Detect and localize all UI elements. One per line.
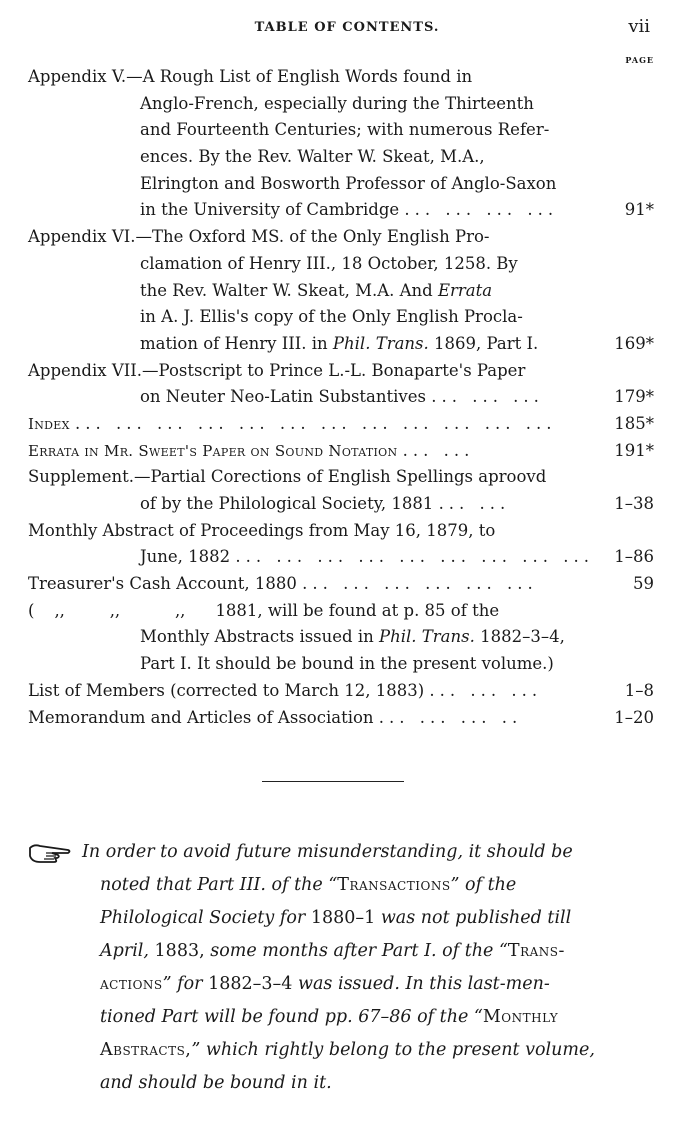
ditto-mark: ,,	[174, 600, 186, 620]
toc-text: Monthly Abstracts issued in	[140, 627, 374, 647]
toc-line	[28, 544, 654, 571]
toc-text: in the University of Cambridge	[140, 200, 400, 220]
toc-entry-supplement	[28, 464, 654, 517]
toc-text: Appendix VI.—The Oxford MS. of the Only English Pro-	[28, 227, 490, 247]
note-text: and should be bound in it.	[100, 1073, 332, 1093]
toc-line	[28, 384, 654, 411]
toc-text: of by the Philological Society, 1881	[140, 494, 434, 513]
ditto-mark: ,,	[109, 600, 121, 620]
toc-text: mation of Henry III. in	[140, 333, 328, 353]
note-line	[28, 836, 658, 869]
toc-italic-text: Errata	[437, 280, 493, 300]
pointing-hand-icon	[28, 842, 72, 864]
toc-text: Monthly Abstract of Proceedings from May 16, 1879, to	[28, 520, 496, 540]
toc-line	[28, 651, 654, 678]
note-text: Philological Society for	[100, 908, 306, 928]
note-line	[28, 869, 658, 902]
toc-page-number: 1–86	[610, 544, 654, 571]
toc-line	[28, 171, 654, 198]
toc-line	[28, 64, 654, 91]
toc-text: Errata in Mr. Sweet's Paper on Sound Notation	[28, 441, 398, 460]
toc-line	[28, 251, 654, 278]
toc-text: clamation of Henry III., 18 October, 1258. By	[140, 253, 518, 273]
leader-dots: ... ...	[402, 440, 475, 460]
note-roman-text: 1883,	[154, 941, 205, 961]
note-smallcaps-text: Abstracts,	[100, 1040, 192, 1060]
toc-text: Appendix V.—A Rough List of English Words found in	[28, 67, 473, 86]
note-smallcaps-text: Trans-	[507, 941, 565, 961]
toc-entry-appendix-v	[28, 64, 654, 224]
toc-line	[28, 678, 654, 705]
toc-entry-treasurer-note	[28, 598, 654, 678]
ditto-mark: ,,	[54, 600, 65, 620]
toc-entry-appendix-vi	[28, 224, 654, 357]
note-line	[28, 935, 658, 968]
toc-entry-appendix-vii	[28, 358, 654, 411]
toc-entry-treasurer-account	[28, 571, 654, 598]
note-smallcaps-text: actions	[100, 974, 163, 994]
note-line	[28, 902, 658, 935]
toc-entry-index	[28, 411, 654, 438]
leader-dots: ... ... ...	[431, 387, 544, 407]
toc-line	[28, 224, 654, 251]
toc-text: Memorandum and Articles of Association	[28, 707, 374, 727]
toc-text: 1881, will be found at p. 85 of the	[215, 600, 500, 620]
toc-text: Anglo-French, especially during the Thirteenth	[140, 93, 534, 113]
note-text: noted that Part III. of the “	[100, 875, 338, 895]
leader-dots: ... ... ... ... ... ...	[302, 574, 538, 594]
toc-italic-text: Phil. Trans.	[379, 627, 475, 647]
toc-line	[28, 278, 654, 305]
toc-page-number: 1–8	[621, 678, 654, 705]
toc-italic-text: Phil. Trans.	[332, 333, 429, 353]
toc-page-number: 191*	[610, 438, 654, 465]
toc-text: Supplement.—Partial Corections of English Spellings aproovd	[28, 467, 547, 487]
note-text: ” which rightly belong to the present volume,	[191, 1040, 595, 1060]
toc-line	[28, 331, 654, 358]
toc-text: June, 1882	[140, 547, 231, 567]
toc-page-number: 59	[629, 571, 654, 598]
note-line	[28, 1067, 658, 1100]
toc-entry-list-of-members	[28, 678, 654, 705]
note-roman-text: 1882–3–4	[208, 974, 293, 994]
toc-line	[28, 624, 654, 651]
toc-page-number: 179*	[610, 384, 654, 411]
footnote-block	[28, 836, 658, 1100]
toc-line	[28, 438, 654, 465]
leader-dots: ... ...	[438, 494, 511, 513]
toc-page-number: 91*	[621, 197, 654, 224]
toc-line	[28, 411, 654, 438]
toc-text: the Rev. Walter W. Skeat, M.A. And	[140, 280, 433, 300]
toc-line	[28, 91, 654, 118]
section-divider	[262, 781, 404, 782]
leader-dots: ... ... ... ...	[404, 200, 559, 220]
toc-line	[28, 304, 654, 331]
toc-line	[28, 144, 654, 171]
note-text: April,	[100, 941, 149, 961]
toc-text: (	[28, 600, 35, 620]
note-text: some months after Part I. of the “	[210, 941, 508, 961]
toc-text: on Neuter Neo-Latin Substantives	[140, 387, 426, 407]
toc-text: Appendix VII.—Postscript to Prince L.-L. Bonaparte's Paper	[28, 360, 526, 380]
toc-entry-monthly-abstract	[28, 518, 654, 571]
note-text: tioned Part will be found pp. 67–86 of the “	[100, 1007, 483, 1027]
toc-line	[28, 571, 654, 598]
toc-text: and Fourteenth Centuries; with numerous Refer-	[140, 120, 550, 140]
page-column-label: PAGE	[625, 55, 654, 65]
toc-line	[28, 464, 654, 491]
toc-page-number: 169*	[610, 331, 654, 358]
toc-line	[28, 358, 654, 385]
note-line	[28, 1034, 658, 1067]
running-title: TABLE OF CONTENTS.	[254, 20, 440, 35]
note-line	[28, 968, 658, 1001]
toc-line	[28, 598, 654, 625]
leader-dots: ... ... ... ..	[378, 707, 523, 727]
toc-line	[28, 518, 654, 545]
toc-line	[28, 491, 654, 518]
note-line	[28, 1001, 658, 1034]
toc-text: Treasurer's Cash Account, 1880	[28, 574, 297, 594]
toc-text: Elrington and Bosworth Professor of Anglo-Saxon	[140, 173, 557, 193]
toc-text: Part I. It should be bound in the present volume.)	[140, 654, 554, 674]
toc-entry-errata	[28, 438, 654, 465]
toc-page-number: 1–20	[610, 705, 654, 732]
toc-line	[28, 197, 654, 224]
toc-text: 1869, Part I.	[434, 333, 539, 353]
toc-text: Index	[28, 414, 70, 433]
leader-dots: ... ... ... ... ... ... ... ... ...	[235, 547, 594, 567]
note-smallcaps-text: Monthly	[482, 1007, 559, 1027]
note-text: ” for	[162, 974, 203, 994]
toc-text: List of Members (corrected to March 12, 1883)	[28, 680, 425, 700]
leader-dots: ... ... ... ... ... ... ... ... ... ... ... ...	[74, 413, 557, 433]
note-smallcaps-text: Transactions	[337, 875, 451, 895]
toc-text: ences. By the Rev. Walter W. Skeat, M.A.,	[140, 147, 485, 167]
page-number: vii	[628, 16, 650, 37]
toc-entry-memorandum	[28, 705, 654, 732]
toc-page-number: 1–38	[610, 491, 654, 518]
note-text: ” of the	[450, 875, 517, 895]
table-of-contents	[28, 64, 654, 731]
toc-text: in A. J. Ellis's copy of the Only English Procla-	[140, 307, 523, 327]
note-text: In order to avoid future misunderstanding, it should be	[82, 842, 573, 862]
toc-page-number: 185*	[610, 411, 654, 438]
toc-text: 1882–3–4,	[480, 627, 565, 647]
running-head	[0, 14, 694, 44]
leader-dots: ... ... ...	[429, 680, 543, 700]
note-roman-text: 1880–1	[310, 908, 376, 928]
toc-line	[28, 705, 654, 732]
note-text: was issued. In this last-men-	[298, 974, 550, 994]
note-text: was not published till	[380, 908, 572, 928]
toc-line	[28, 117, 654, 144]
